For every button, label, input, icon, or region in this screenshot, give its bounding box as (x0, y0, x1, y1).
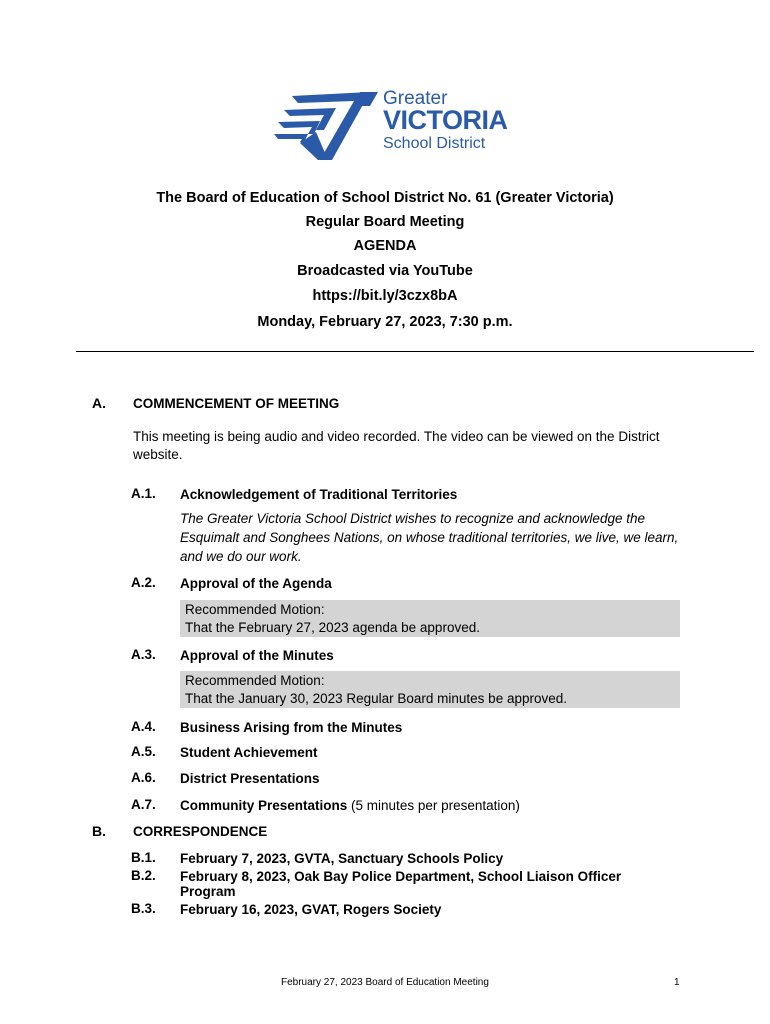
item-number: A.7. (131, 797, 156, 812)
item-number: B.2. (131, 868, 156, 883)
logo-text-school-district: School District (383, 135, 486, 152)
item-title-student-achievement: Student Achievement (180, 745, 318, 760)
item-note: (5 minutes per presentation) (351, 798, 520, 813)
motion-text: That the January 30, 2023 Regular Board minutes be approved. (185, 691, 567, 706)
logo-text-greater: Greater (383, 88, 448, 109)
motion-label: Recommended Motion: (185, 602, 325, 617)
correspondence-item-gvta: February 7, 2023, GVTA, Sanctuary Schools Policy (180, 851, 504, 866)
item-number: A.6. (131, 770, 156, 785)
motion-text: That the February 27, 2023 agenda be approved. (185, 620, 480, 635)
item-title-community-presentations (180, 798, 520, 813)
item-number: A.1. (131, 486, 156, 501)
item-title-text: Community Presentations (180, 798, 348, 813)
section-a-letter: A. (92, 395, 106, 411)
item-title-district-presentations: District Presentations (180, 771, 320, 786)
motion-label: Recommended Motion: (185, 673, 325, 688)
board-title: The Board of Education of School District No. 61 (Greater Victoria) (156, 190, 614, 206)
correspondence-item-gvat: February 16, 2023, GVAT, Rogers Society (180, 902, 442, 917)
meeting-date: Monday, February 27, 2023, 7:30 p.m. (257, 314, 513, 330)
item-title-business-arising: Business Arising from the Minutes (180, 720, 403, 735)
header-divider (76, 351, 754, 352)
district-logo (270, 88, 510, 164)
item-number: A.3. (131, 647, 156, 662)
item-number: B.1. (131, 850, 156, 865)
item-number: A.2. (131, 575, 156, 590)
item-number: B.3. (131, 901, 156, 916)
correspondence-item-oak-bay-police-cont: Program (180, 884, 236, 899)
meeting-type: Regular Board Meeting (305, 214, 465, 230)
item-title-acknowledgement: Acknowledgement of Traditional Territories (180, 487, 458, 502)
motion-box-agenda (180, 600, 680, 637)
section-b-letter: B. (92, 823, 106, 839)
section-a-title: COMMENCEMENT OF MEETING (133, 396, 340, 411)
item-number: A.4. (131, 719, 156, 734)
broadcast-line: Broadcasted via YouTube (297, 263, 473, 279)
page-number: 1 (674, 977, 680, 988)
correspondence-item-oak-bay-police: February 8, 2023, Oak Bay Police Department, School Liaison Officer (180, 869, 622, 884)
section-b-title: CORRESPONDENCE (133, 824, 268, 839)
youtube-link[interactable]: https://bit.ly/3czx8bA (312, 288, 458, 304)
territorial-acknowledgement-text: The Greater Victoria School District wishes to recognize and acknowledge the Esquimalt and Songhees Nations, on whose traditional territories, we live, we learn, and we do our work. (180, 511, 679, 564)
item-number: A.5. (131, 744, 156, 759)
item-title-approval-agenda: Approval of the Agenda (180, 576, 332, 591)
footer-text: February 27, 2023 Board of Education Meeting (281, 977, 489, 988)
wings-logo-icon (270, 88, 382, 164)
item-title-approval-minutes: Approval of the Minutes (180, 648, 334, 663)
logo-text-victoria: VICTORIA (383, 105, 508, 135)
agenda-heading: AGENDA (353, 238, 417, 254)
motion-box-minutes (180, 671, 680, 708)
recording-notice: This meeting is being audio and video recorded. The video can be viewed on the District website. (133, 429, 660, 462)
